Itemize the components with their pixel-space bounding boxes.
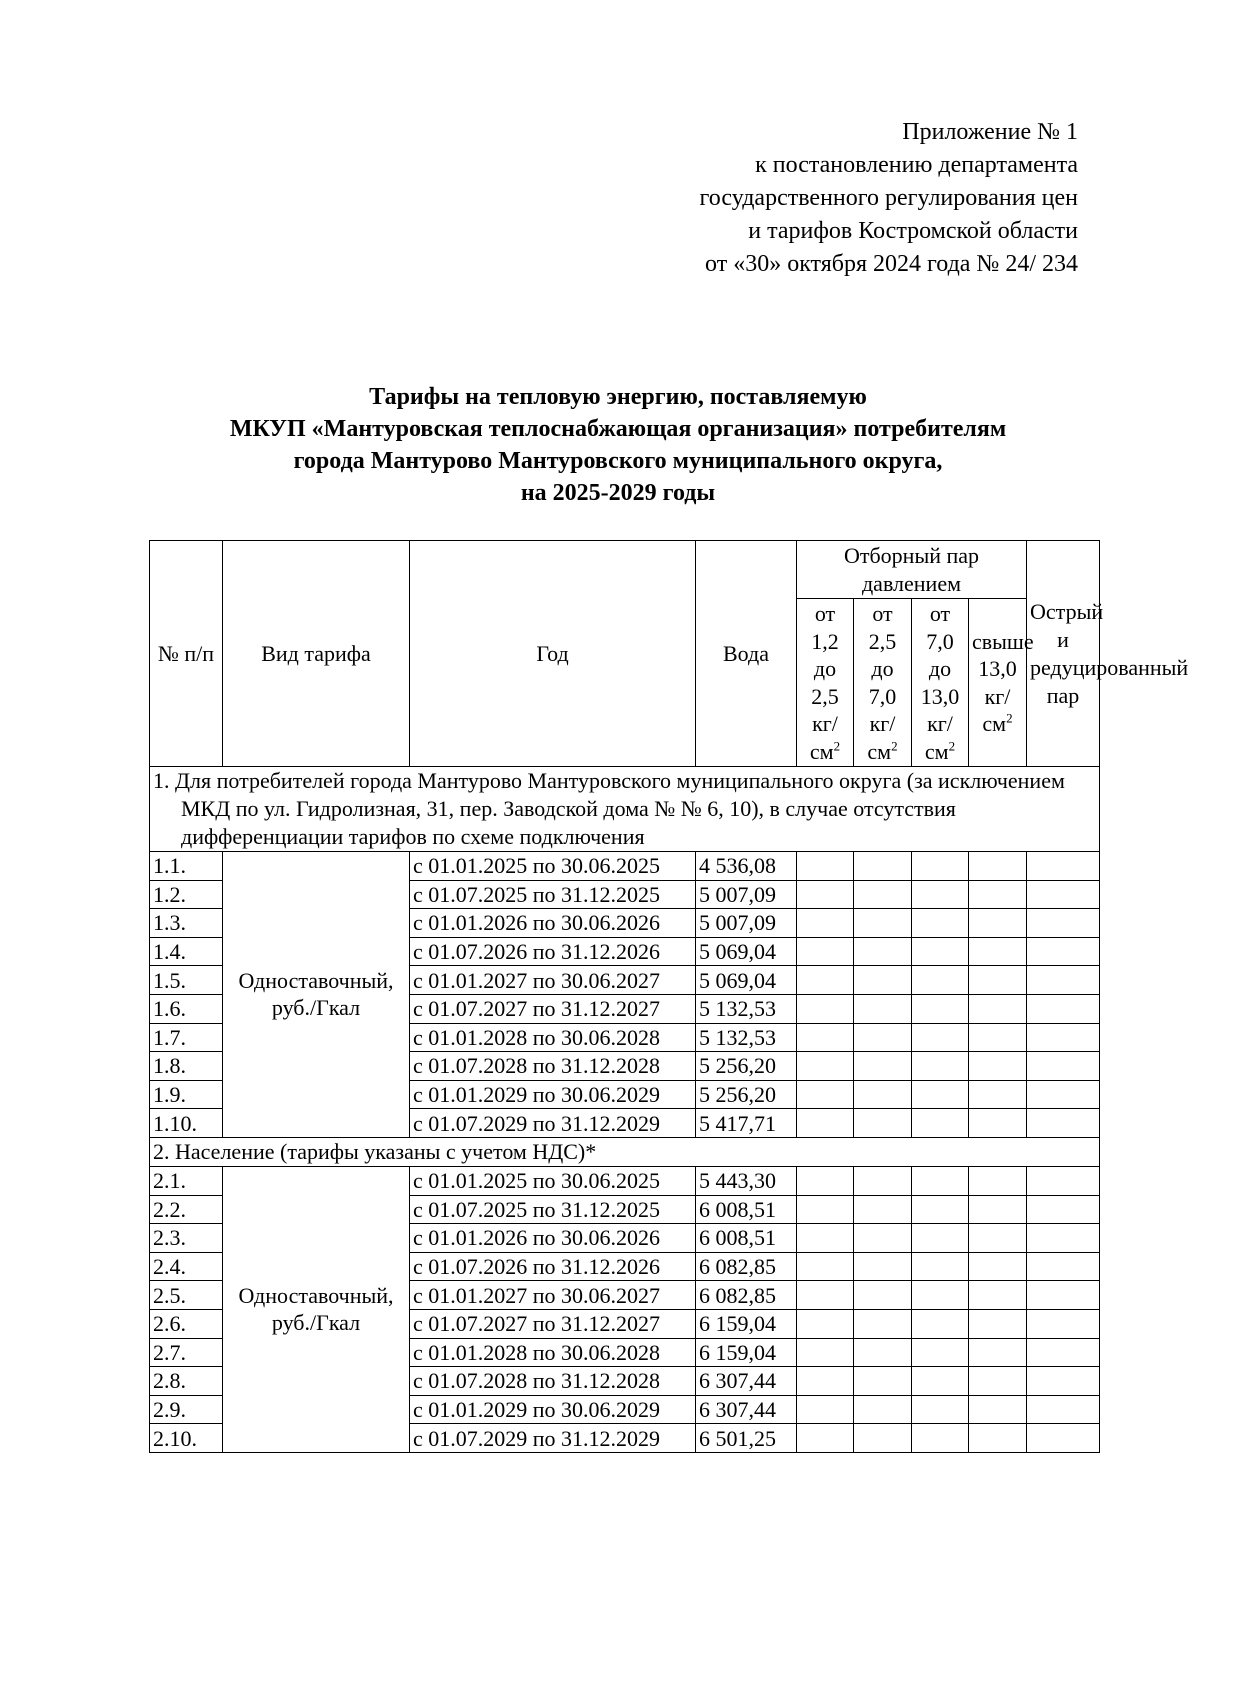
section-title: 2. Население (тарифы указаны с учетом НДС)* <box>150 1137 1100 1166</box>
row-number: 2.9. <box>150 1395 223 1424</box>
row-water-tariff: 6 082,85 <box>696 1252 797 1281</box>
empty-cell <box>912 1023 969 1052</box>
empty-cell <box>797 1252 854 1281</box>
empty-cell <box>969 1195 1027 1224</box>
empty-cell <box>797 1309 854 1338</box>
row-number: 1.4. <box>150 937 223 966</box>
row-water-tariff: 6 307,44 <box>696 1367 797 1396</box>
empty-cell <box>912 1052 969 1081</box>
empty-cell <box>912 994 969 1023</box>
row-number: 1.6. <box>150 994 223 1023</box>
empty-cell <box>912 1166 969 1195</box>
row-number: 1.2. <box>150 880 223 909</box>
empty-cell <box>797 966 854 995</box>
tariff-kind: Одноставочный, руб./Гкал <box>223 852 410 1138</box>
empty-cell <box>912 1109 969 1138</box>
empty-cell <box>912 1281 969 1310</box>
annex-line: от «30» октября 2024 года № 24/ 234 <box>705 251 1078 277</box>
empty-cell <box>854 1052 912 1081</box>
empty-cell <box>797 1109 854 1138</box>
row-period: с 01.01.2025 по 30.06.2025 <box>410 852 696 881</box>
empty-cell <box>797 1195 854 1224</box>
empty-cell <box>1027 1224 1100 1253</box>
empty-cell <box>854 1080 912 1109</box>
empty-cell <box>912 966 969 995</box>
empty-cell <box>912 1252 969 1281</box>
empty-cell <box>969 1080 1027 1109</box>
section-row <box>150 1137 1100 1166</box>
row-water-tariff: 5 007,09 <box>696 909 797 938</box>
empty-cell <box>912 880 969 909</box>
empty-cell <box>969 1424 1027 1453</box>
empty-cell <box>969 937 1027 966</box>
annex-line: Приложение № 1 <box>902 119 1078 145</box>
section-title: 1. Для потребителей города Мантурово Мантуровского муниципального округа (за исключением МКД по ул. Гидролизная, 31, пер. Заводской дома № № 6, 10), в случае отсутствия дифференциации тарифов по схеме подключения <box>150 767 1100 852</box>
empty-cell <box>797 1023 854 1052</box>
empty-cell <box>1027 1080 1100 1109</box>
row-period: с 01.07.2027 по 31.12.2027 <box>410 994 696 1023</box>
header-steam-2: от 2,5 до 7,0 $кг/см^2$ <box>854 599 912 767</box>
row-period: с 01.01.2029 по 30.06.2029 <box>410 1080 696 1109</box>
row-water-tariff: 6 082,85 <box>696 1281 797 1310</box>
empty-cell <box>797 1224 854 1253</box>
row-water-tariff: 5 417,71 <box>696 1109 797 1138</box>
empty-cell <box>969 1023 1027 1052</box>
section-row <box>150 767 1100 852</box>
empty-cell <box>969 966 1027 995</box>
empty-cell <box>1027 1395 1100 1424</box>
row-period: с 01.07.2027 по 31.12.2027 <box>410 1309 696 1338</box>
row-number: 1.8. <box>150 1052 223 1081</box>
empty-cell <box>969 1052 1027 1081</box>
row-period: с 01.01.2027 по 30.06.2027 <box>410 1281 696 1310</box>
empty-cell <box>969 1338 1027 1367</box>
row-number: 1.9. <box>150 1080 223 1109</box>
table-row <box>150 1166 1100 1195</box>
empty-cell <box>797 1166 854 1195</box>
empty-cell <box>1027 1023 1100 1052</box>
empty-cell <box>969 1281 1027 1310</box>
row-period: с 01.01.2026 по 30.06.2026 <box>410 1224 696 1253</box>
row-water-tariff: 6 008,51 <box>696 1195 797 1224</box>
empty-cell <box>912 1224 969 1253</box>
row-water-tariff: 5 069,04 <box>696 966 797 995</box>
row-period: с 01.07.2029 по 31.12.2029 <box>410 1109 696 1138</box>
empty-cell <box>912 1367 969 1396</box>
empty-cell <box>797 1424 854 1453</box>
empty-cell <box>797 994 854 1023</box>
row-period: с 01.01.2028 по 30.06.2028 <box>410 1338 696 1367</box>
annex-line: к постановлению департамента <box>755 152 1078 178</box>
row-period: с 01.01.2026 по 30.06.2026 <box>410 909 696 938</box>
empty-cell <box>797 1367 854 1396</box>
empty-cell <box>797 852 854 881</box>
row-number: 2.5. <box>150 1281 223 1310</box>
header-year: Год <box>410 541 696 767</box>
empty-cell <box>1027 1109 1100 1138</box>
empty-cell <box>797 1395 854 1424</box>
row-water-tariff: 5 069,04 <box>696 937 797 966</box>
empty-cell <box>854 1166 912 1195</box>
header-sharp-steam: Острый и редуцированный пар <box>1027 541 1100 767</box>
tariff-kind: Одноставочный, руб./Гкал <box>223 1166 410 1452</box>
empty-cell <box>912 1080 969 1109</box>
header-steam-4: свыше 13,0 $кг/см^2$ <box>969 599 1027 767</box>
empty-cell <box>969 1309 1027 1338</box>
empty-cell <box>797 1080 854 1109</box>
empty-cell <box>797 909 854 938</box>
empty-cell <box>797 880 854 909</box>
row-period: с 01.01.2029 по 30.06.2029 <box>410 1395 696 1424</box>
empty-cell <box>1027 1166 1100 1195</box>
row-number: 2.7. <box>150 1338 223 1367</box>
tariff-table <box>149 540 1189 1453</box>
empty-cell <box>969 1109 1027 1138</box>
empty-cell <box>854 1424 912 1453</box>
empty-cell <box>854 994 912 1023</box>
row-period: с 01.07.2028 по 31.12.2028 <box>410 1367 696 1396</box>
empty-cell <box>854 1367 912 1396</box>
row-number: 2.4. <box>150 1252 223 1281</box>
empty-cell <box>1027 1309 1100 1338</box>
empty-cell <box>1027 852 1100 881</box>
title-line: на 2025-2029 годы <box>520 480 716 506</box>
empty-cell <box>1027 994 1100 1023</box>
empty-cell <box>912 1309 969 1338</box>
row-period: с 01.01.2025 по 30.06.2025 <box>410 1166 696 1195</box>
row-number: 2.1. <box>150 1166 223 1195</box>
empty-cell <box>854 937 912 966</box>
empty-cell <box>912 1395 969 1424</box>
row-water-tariff: 5 007,09 <box>696 880 797 909</box>
row-period: с 01.07.2026 по 31.12.2026 <box>410 1252 696 1281</box>
empty-cell <box>1027 937 1100 966</box>
header-kind: Вид тарифа <box>223 541 410 767</box>
row-period: с 01.07.2029 по 31.12.2029 <box>410 1424 696 1453</box>
title-line: города Мантурово Мантуровского муниципального округа, <box>293 448 943 474</box>
row-number: 2.10. <box>150 1424 223 1453</box>
row-number: 1.7. <box>150 1023 223 1052</box>
empty-cell <box>854 1309 912 1338</box>
empty-cell <box>854 1109 912 1138</box>
empty-cell <box>969 880 1027 909</box>
empty-cell <box>797 937 854 966</box>
row-number: 1.3. <box>150 909 223 938</box>
empty-cell <box>854 1252 912 1281</box>
empty-cell <box>969 1166 1027 1195</box>
empty-cell <box>797 1338 854 1367</box>
empty-cell <box>969 1367 1027 1396</box>
empty-cell <box>854 909 912 938</box>
annex-line: и тарифов Костромской области <box>748 218 1078 244</box>
row-water-tariff: 5 443,30 <box>696 1166 797 1195</box>
row-water-tariff: 6 307,44 <box>696 1395 797 1424</box>
title-line: Тарифы на тепловую энергию, поставляемую <box>369 384 867 410</box>
header-steam-1: от 1,2 до 2,5 $кг/см^2$ <box>797 599 854 767</box>
row-number: 2.3. <box>150 1224 223 1253</box>
document-title <box>0 381 1236 509</box>
header-water: Вода <box>696 541 797 767</box>
row-water-tariff: 6 159,04 <box>696 1338 797 1367</box>
empty-cell <box>1027 880 1100 909</box>
row-number: 2.8. <box>150 1367 223 1396</box>
empty-cell <box>854 1023 912 1052</box>
row-water-tariff: 5 132,53 <box>696 994 797 1023</box>
row-water-tariff: 4 536,08 <box>696 852 797 881</box>
empty-cell <box>854 1281 912 1310</box>
empty-cell <box>854 1195 912 1224</box>
table-row <box>150 852 1100 881</box>
row-number: 2.6. <box>150 1309 223 1338</box>
empty-cell <box>854 1224 912 1253</box>
empty-cell <box>969 994 1027 1023</box>
annex-header <box>700 116 1078 281</box>
title-line: МКУП «Мантуровская теплоснабжающая организация» потребителям <box>229 416 1007 442</box>
row-period: с 01.07.2025 по 31.12.2025 <box>410 880 696 909</box>
empty-cell <box>912 1424 969 1453</box>
header-steam-group: Отборный пар давлением <box>797 541 1027 599</box>
empty-cell <box>912 852 969 881</box>
row-water-tariff: 6 008,51 <box>696 1224 797 1253</box>
empty-cell <box>1027 1338 1100 1367</box>
empty-cell <box>1027 909 1100 938</box>
header-number: № п/п <box>150 541 223 767</box>
empty-cell <box>912 1338 969 1367</box>
empty-cell <box>854 1395 912 1424</box>
row-water-tariff: 6 159,04 <box>696 1309 797 1338</box>
row-period: с 01.07.2028 по 31.12.2028 <box>410 1052 696 1081</box>
empty-cell <box>969 1395 1027 1424</box>
empty-cell <box>969 909 1027 938</box>
empty-cell <box>1027 1281 1100 1310</box>
row-number: 2.2. <box>150 1195 223 1224</box>
header-steam-3: от 7,0 до 13,0 $кг/см^2$ <box>912 599 969 767</box>
row-water-tariff: 5 256,20 <box>696 1052 797 1081</box>
empty-cell <box>797 1281 854 1310</box>
row-number: 1.5. <box>150 966 223 995</box>
row-water-tariff: 6 501,25 <box>696 1424 797 1453</box>
empty-cell <box>1027 1252 1100 1281</box>
empty-cell <box>797 1052 854 1081</box>
empty-cell <box>969 852 1027 881</box>
row-water-tariff: 5 132,53 <box>696 1023 797 1052</box>
empty-cell <box>969 1224 1027 1253</box>
row-water-tariff: 5 256,20 <box>696 1080 797 1109</box>
empty-cell <box>854 880 912 909</box>
empty-cell <box>1027 1424 1100 1453</box>
empty-cell <box>1027 1052 1100 1081</box>
empty-cell <box>854 852 912 881</box>
empty-cell <box>1027 1195 1100 1224</box>
empty-cell <box>1027 1367 1100 1396</box>
row-period: с 01.07.2025 по 31.12.2025 <box>410 1195 696 1224</box>
empty-cell <box>912 937 969 966</box>
empty-cell <box>912 1195 969 1224</box>
empty-cell <box>854 966 912 995</box>
empty-cell <box>854 1338 912 1367</box>
annex-line: государственного регулирования цен <box>699 185 1078 211</box>
empty-cell <box>1027 966 1100 995</box>
empty-cell <box>969 1252 1027 1281</box>
row-number: 1.1. <box>150 852 223 881</box>
row-period: с 01.07.2026 по 31.12.2026 <box>410 937 696 966</box>
row-period: с 01.01.2028 по 30.06.2028 <box>410 1023 696 1052</box>
empty-cell <box>912 909 969 938</box>
row-number: 1.10. <box>150 1109 223 1138</box>
row-period: с 01.01.2027 по 30.06.2027 <box>410 966 696 995</box>
